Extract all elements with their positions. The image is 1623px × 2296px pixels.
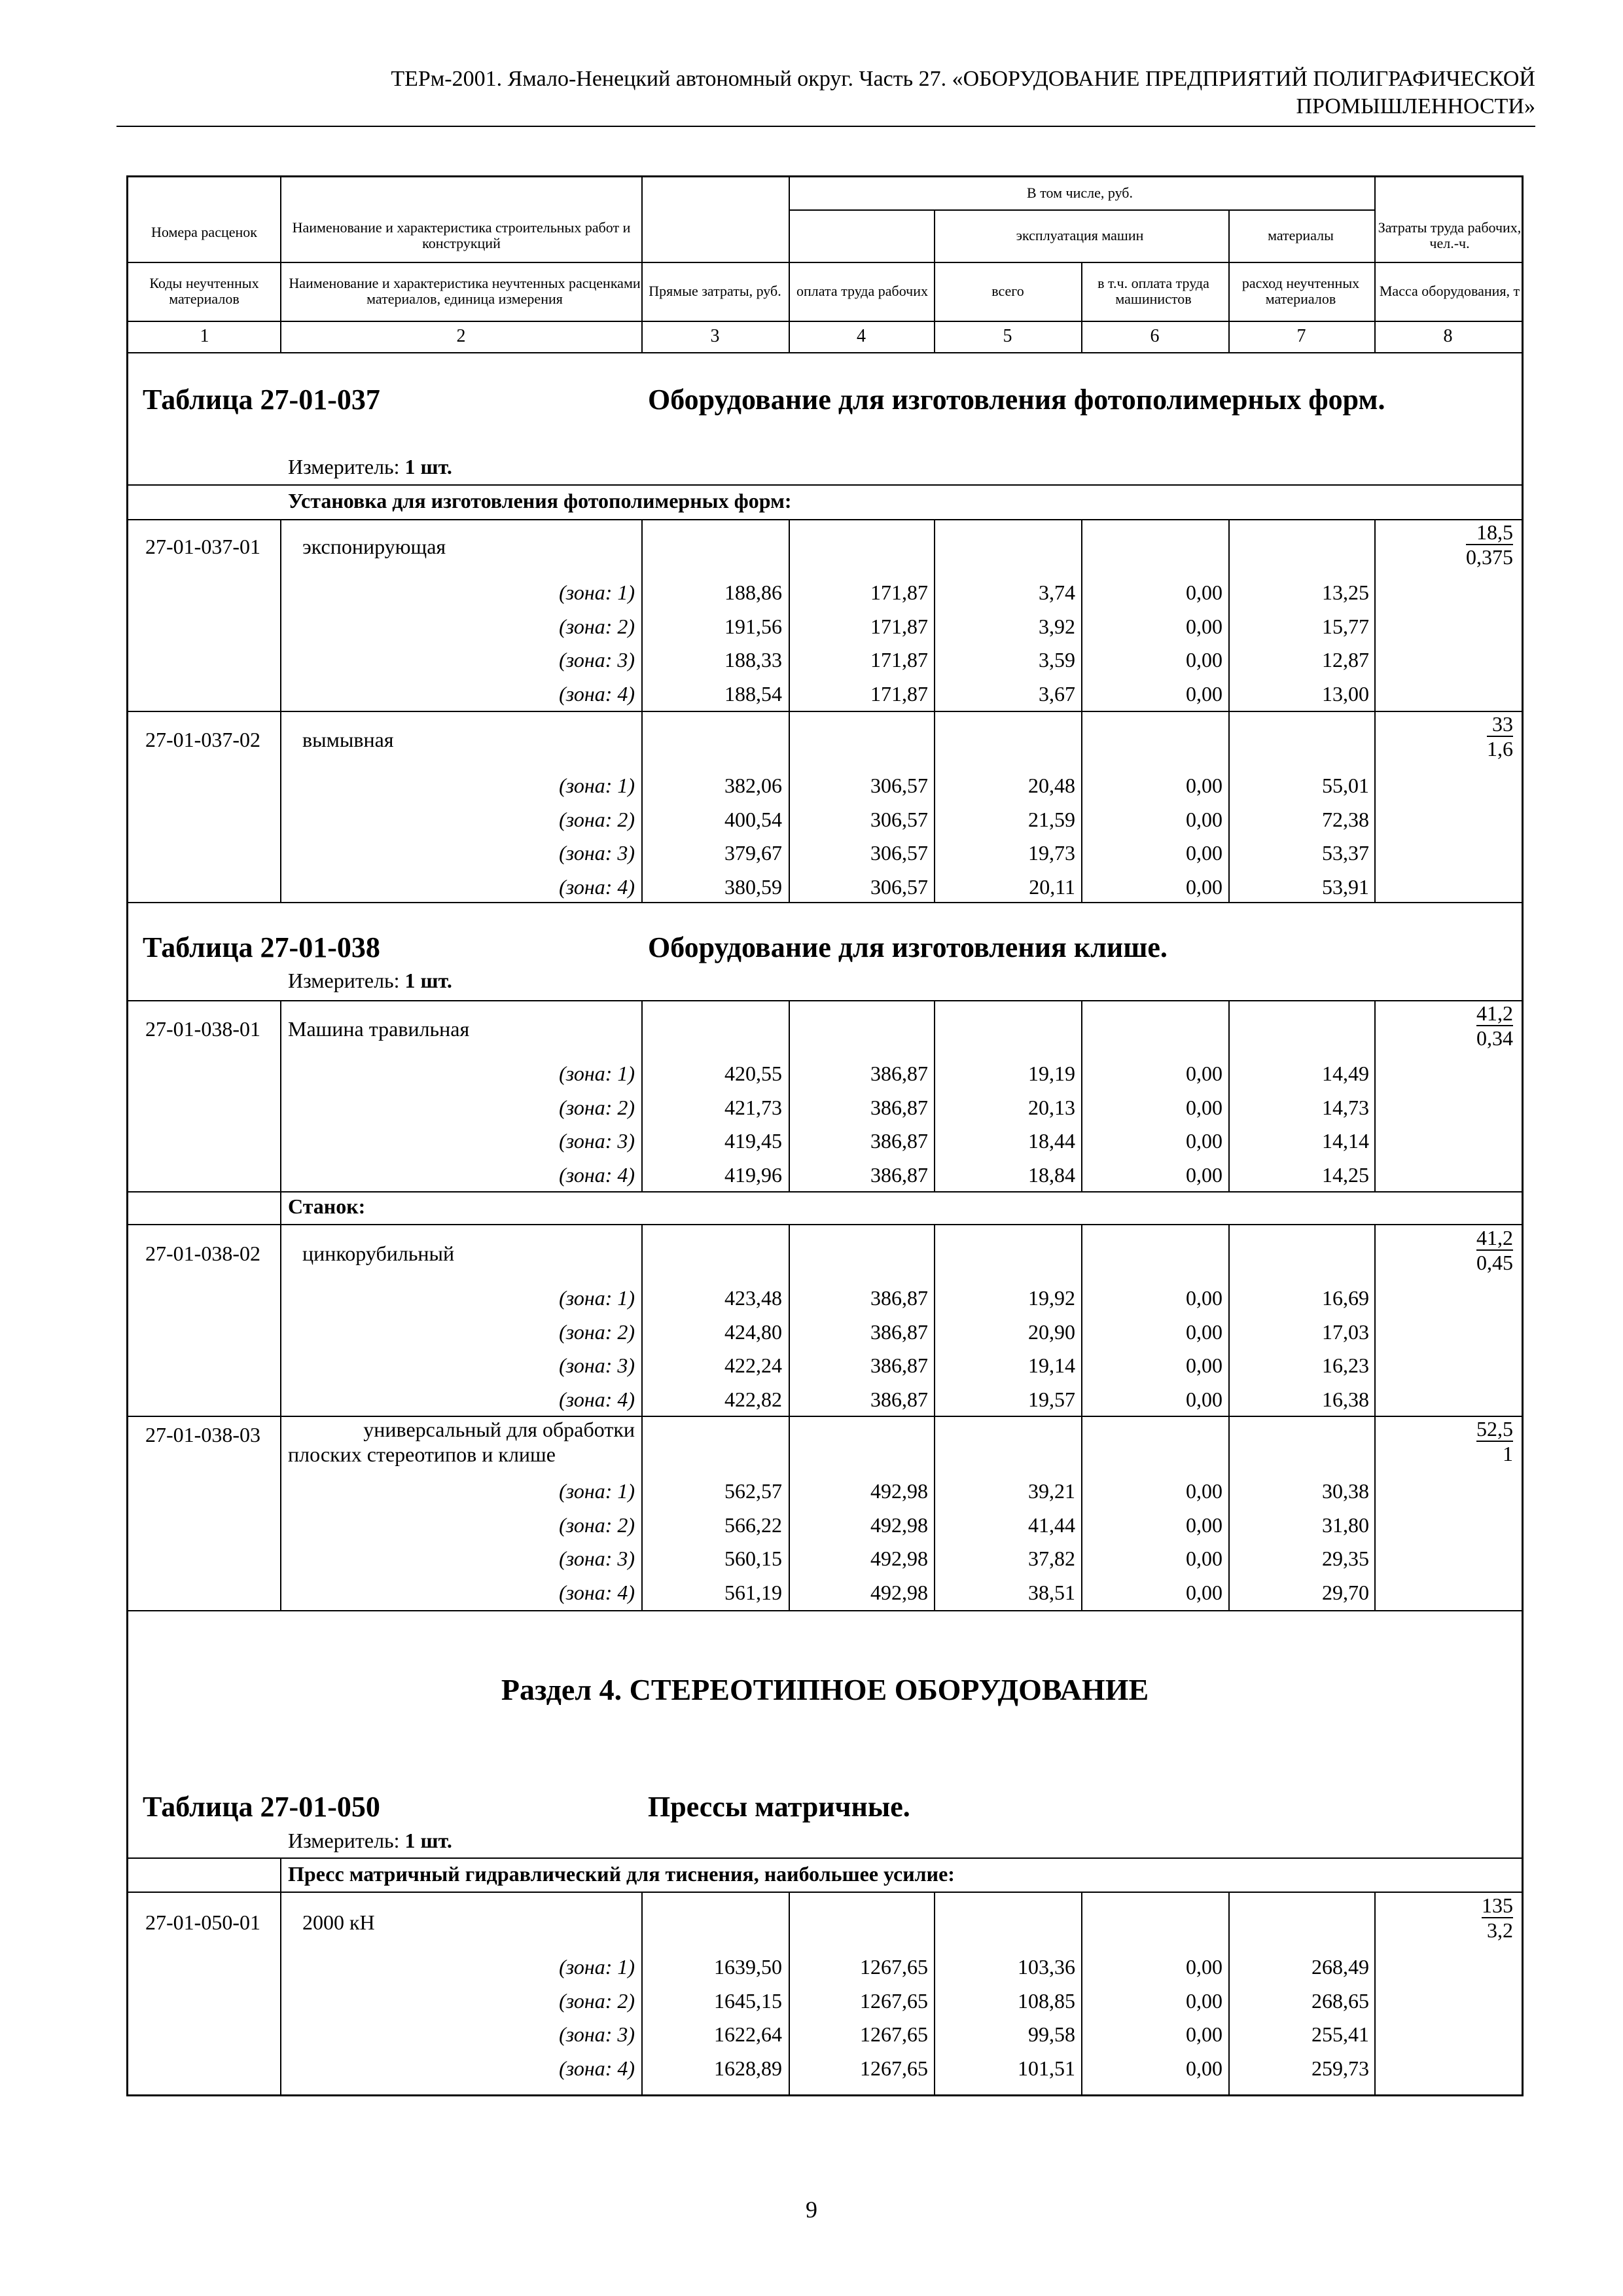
machine-total: 19,92 bbox=[1028, 1286, 1075, 1310]
column-number: 3 bbox=[710, 326, 720, 346]
zone-label: (зона: 3) bbox=[559, 1354, 635, 1377]
zone-label: (зона: 2) bbox=[559, 1988, 635, 2013]
machine-total: 41,44 bbox=[1028, 1513, 1075, 1537]
zone-label: (зона: 1) bbox=[559, 1955, 635, 1979]
grid-line bbox=[1081, 1000, 1082, 1191]
worker-wage: 492,98 bbox=[870, 1580, 928, 1604]
header-unaccounted-name: Наименование и характеристика неучтенных расценками материалов, единица измерения bbox=[289, 275, 641, 307]
measure-value: 1 шт. bbox=[404, 1829, 452, 1852]
header-rate-numbers: Номера расценок bbox=[151, 224, 257, 240]
grid-line bbox=[126, 519, 1524, 520]
mass-value: 1,6 bbox=[1487, 737, 1513, 761]
labor-mass-fraction bbox=[1440, 1417, 1513, 1465]
item-name: 2000 кН bbox=[302, 1910, 375, 1934]
group-heading: Установка для изготовления фотополимерных форм: bbox=[288, 489, 792, 512]
machinist-wage: 0,00 bbox=[1186, 1479, 1222, 1503]
header-direct-costs: Прямые затраты, руб. bbox=[649, 283, 781, 299]
zone-label: (зона: 1) bbox=[559, 1062, 635, 1085]
direct-cost: 1628,89 bbox=[714, 2056, 782, 2080]
materials-cost: 14,25 bbox=[1322, 1162, 1369, 1187]
grid-line bbox=[126, 1191, 1524, 1193]
zone-label: (зона: 2) bbox=[559, 1513, 635, 1537]
materials-cost: 16,38 bbox=[1322, 1387, 1369, 1411]
grid-line bbox=[1374, 1224, 1376, 1610]
header-machinist-wage: в т.ч. оплата труда машинистов bbox=[1097, 275, 1209, 307]
zone-label: (зона: 4) bbox=[559, 2056, 635, 2080]
worker-wage: 492,98 bbox=[870, 1513, 928, 1537]
mass-value: 0,375 bbox=[1466, 545, 1513, 569]
machine-total: 39,21 bbox=[1028, 1479, 1075, 1503]
materials-cost: 15,77 bbox=[1322, 614, 1369, 638]
machinist-wage: 0,00 bbox=[1186, 807, 1222, 831]
worker-wage: 171,87 bbox=[870, 581, 928, 604]
grid-line bbox=[280, 1224, 281, 1610]
rate-code: 27-01-038-02 bbox=[145, 1242, 260, 1265]
column-number: 8 bbox=[1443, 326, 1453, 346]
materials-cost: 12,87 bbox=[1322, 648, 1369, 672]
machinist-wage: 0,00 bbox=[1186, 1988, 1222, 2013]
zone-label: (зона: 4) bbox=[559, 1387, 635, 1411]
worker-wage: 386,87 bbox=[870, 1387, 928, 1411]
header-rule bbox=[116, 126, 1535, 127]
machinist-wage: 0,00 bbox=[1186, 648, 1222, 672]
direct-cost: 561,19 bbox=[724, 1580, 782, 1604]
machine-total: 19,19 bbox=[1028, 1062, 1075, 1085]
worker-wage: 1267,65 bbox=[860, 2022, 928, 2046]
direct-cost: 420,55 bbox=[724, 1062, 782, 1085]
grid-line bbox=[126, 1224, 1524, 1225]
direct-cost: 566,22 bbox=[724, 1513, 782, 1537]
worker-wage: 386,87 bbox=[870, 1095, 928, 1119]
page-header bbox=[118, 65, 1535, 120]
machinist-wage: 0,00 bbox=[1186, 681, 1222, 706]
labor-mass-fraction bbox=[1440, 712, 1513, 761]
zone-label: (зона: 1) bbox=[559, 774, 635, 797]
machine-total: 20,13 bbox=[1028, 1095, 1075, 1119]
rate-code: 27-01-037-01 bbox=[145, 535, 260, 558]
labor-mass-fraction bbox=[1440, 520, 1513, 569]
machine-total: 3,67 bbox=[1039, 681, 1075, 706]
machinist-wage: 0,00 bbox=[1186, 1547, 1222, 1570]
machinist-wage: 0,00 bbox=[1186, 2022, 1222, 2046]
mass-value: 0,34 bbox=[1476, 1026, 1513, 1050]
machinist-wage: 0,00 bbox=[1186, 1319, 1222, 1344]
worker-wage: 306,57 bbox=[870, 874, 928, 899]
machinist-wage: 0,00 bbox=[1186, 581, 1222, 604]
machine-total: 18,44 bbox=[1028, 1129, 1075, 1153]
materials-cost: 55,01 bbox=[1322, 774, 1369, 797]
direct-cost: 560,15 bbox=[724, 1547, 782, 1570]
worker-wage: 1267,65 bbox=[860, 2056, 928, 2080]
column-number: 5 bbox=[1003, 326, 1012, 346]
grid-line bbox=[126, 484, 1524, 486]
grid-line bbox=[1374, 519, 1376, 902]
direct-cost: 380,59 bbox=[724, 874, 782, 899]
zone-label: (зона: 3) bbox=[559, 1547, 635, 1570]
grid-line bbox=[1374, 1892, 1376, 2094]
grid-line bbox=[1228, 1892, 1230, 2094]
grid-line bbox=[126, 1892, 1524, 1893]
grid-line bbox=[1081, 1224, 1082, 1610]
table-id: Таблица 27-01-050 bbox=[143, 1791, 380, 1823]
group-heading: Пресс матричный гидравлический для тиснения, наибольшее усилие: bbox=[288, 1862, 955, 1886]
machine-total: 19,14 bbox=[1028, 1354, 1075, 1377]
machinist-wage: 0,00 bbox=[1186, 1513, 1222, 1537]
measure-label: Измеритель: bbox=[288, 969, 400, 992]
direct-cost: 1639,50 bbox=[714, 1955, 782, 1979]
item-name: цинкорубильный bbox=[302, 1242, 455, 1265]
header-machine-operation: эксплуатация машин bbox=[1016, 227, 1144, 243]
zone-label: (зона: 1) bbox=[559, 1286, 635, 1310]
grid-line bbox=[126, 1857, 1524, 1859]
materials-cost: 72,38 bbox=[1322, 807, 1369, 831]
labor-value: 41,2 bbox=[1476, 1226, 1513, 1249]
materials-cost: 53,37 bbox=[1322, 841, 1369, 865]
zone-label: (зона: 3) bbox=[559, 1129, 635, 1153]
header-line-1: ТЕРм-2001. Ямало-Ненецкий автономный округ. Часть 27. «ОБОРУДОВАНИЕ ПРЕДПРИЯТИЙ ПОЛИГРАФИЧЕСКОЙ bbox=[391, 67, 1535, 91]
direct-cost: 419,96 bbox=[724, 1162, 782, 1187]
table-id: Таблица 27-01-038 bbox=[143, 931, 380, 963]
measure-unit bbox=[288, 1827, 452, 1854]
worker-wage: 386,87 bbox=[870, 1129, 928, 1153]
zone-label: (зона: 2) bbox=[559, 1095, 635, 1119]
item-name: вымывная bbox=[302, 728, 394, 751]
direct-cost: 1622,64 bbox=[714, 2022, 782, 2046]
machine-total: 38,51 bbox=[1028, 1580, 1075, 1604]
materials-cost: 29,35 bbox=[1322, 1547, 1369, 1570]
labor-value: 41,2 bbox=[1476, 1001, 1513, 1025]
machine-total: 108,85 bbox=[1018, 1988, 1075, 2013]
machine-total: 37,82 bbox=[1028, 1547, 1075, 1570]
header-materials: материалы bbox=[1268, 227, 1334, 243]
grid-line bbox=[1081, 1892, 1082, 2094]
zone-label: (зона: 2) bbox=[559, 614, 635, 638]
table-title: Прессы матричные. bbox=[648, 1791, 910, 1823]
materials-cost: 14,49 bbox=[1322, 1062, 1369, 1085]
direct-cost: 419,45 bbox=[724, 1129, 782, 1153]
header-including: В том числе, руб. bbox=[1027, 185, 1133, 201]
machine-total: 20,90 bbox=[1028, 1319, 1075, 1344]
grid-line bbox=[789, 1000, 790, 1191]
materials-cost: 53,91 bbox=[1322, 874, 1369, 899]
direct-cost: 424,80 bbox=[724, 1319, 782, 1344]
measure-value: 1 шт. bbox=[404, 455, 452, 478]
machine-total: 99,58 bbox=[1028, 2022, 1075, 2046]
header-line-2: ПРОМЫШЛЕННОСТИ» bbox=[1296, 94, 1535, 118]
grid-line bbox=[934, 1000, 935, 1191]
grid-line bbox=[280, 1191, 281, 1224]
measure-label: Измеритель: bbox=[288, 1829, 400, 1852]
grid-line bbox=[934, 1892, 935, 2094]
grid-line bbox=[641, 1224, 643, 1610]
direct-cost: 422,82 bbox=[724, 1387, 782, 1411]
machinist-wage: 0,00 bbox=[1186, 1095, 1222, 1119]
labor-mass-fraction bbox=[1440, 1893, 1513, 1942]
machinist-wage: 0,00 bbox=[1186, 1354, 1222, 1377]
column-number: 1 bbox=[200, 326, 209, 346]
machinist-wage: 0,00 bbox=[1186, 614, 1222, 638]
machinist-wage: 0,00 bbox=[1186, 1062, 1222, 1085]
worker-wage: 1267,65 bbox=[860, 1955, 928, 1979]
machine-total: 20,11 bbox=[1029, 874, 1075, 899]
worker-wage: 171,87 bbox=[870, 681, 928, 706]
zone-label: (зона: 2) bbox=[559, 1319, 635, 1344]
table-title: Оборудование для изготовления клише. bbox=[648, 931, 1168, 963]
machine-total: 3,74 bbox=[1039, 581, 1075, 604]
grid-line bbox=[641, 519, 643, 902]
worker-wage: 171,87 bbox=[870, 614, 928, 638]
direct-cost: 379,67 bbox=[724, 841, 782, 865]
mass-value: 3,2 bbox=[1487, 1918, 1513, 1942]
machinist-wage: 0,00 bbox=[1186, 774, 1222, 797]
grid-line bbox=[280, 519, 281, 902]
materials-cost: 14,73 bbox=[1322, 1095, 1369, 1119]
materials-cost: 31,80 bbox=[1322, 1513, 1369, 1537]
machinist-wage: 0,00 bbox=[1186, 841, 1222, 865]
machine-total: 101,51 bbox=[1018, 2056, 1075, 2080]
direct-cost: 400,54 bbox=[724, 807, 782, 831]
rate-code: 27-01-038-01 bbox=[145, 1017, 260, 1041]
column-number: 4 bbox=[857, 326, 866, 346]
section-title: Раздел 4. СТЕРЕОТИПНОЕ ОБОРУДОВАНИЕ bbox=[501, 1673, 1149, 1706]
grid-line bbox=[934, 519, 935, 902]
measure-label: Измеритель: bbox=[288, 455, 400, 478]
grid-line bbox=[126, 1000, 1524, 1001]
labor-value: 33 bbox=[1492, 712, 1513, 736]
header-worker-wage: оплата труда рабочих bbox=[796, 283, 928, 299]
machinist-wage: 0,00 bbox=[1186, 1162, 1222, 1187]
labor-value: 52,5 bbox=[1476, 1417, 1513, 1441]
table-id: Таблица 27-01-037 bbox=[143, 384, 380, 416]
machinist-wage: 0,00 bbox=[1186, 1387, 1222, 1411]
worker-wage: 386,87 bbox=[870, 1062, 928, 1085]
machinist-wage: 0,00 bbox=[1186, 1955, 1222, 1979]
grid-line bbox=[280, 1892, 281, 2094]
group-heading: Станок: bbox=[288, 1194, 366, 1218]
machinist-wage: 0,00 bbox=[1186, 874, 1222, 899]
machinist-wage: 0,00 bbox=[1186, 2056, 1222, 2080]
column-number: 6 bbox=[1150, 326, 1160, 346]
direct-cost: 188,33 bbox=[724, 648, 782, 672]
header-machines-total: всего bbox=[991, 283, 1024, 299]
materials-cost: 259,73 bbox=[1311, 2056, 1369, 2080]
machine-total: 103,36 bbox=[1018, 1955, 1075, 1979]
direct-cost: 423,48 bbox=[724, 1286, 782, 1310]
machine-total: 3,59 bbox=[1039, 648, 1075, 672]
grid-line bbox=[126, 1610, 1524, 1611]
grid-line bbox=[641, 1000, 643, 1191]
grid-line bbox=[1228, 1224, 1230, 1610]
materials-cost: 17,03 bbox=[1322, 1319, 1369, 1344]
zone-label: (зона: 3) bbox=[559, 841, 635, 865]
zone-label: (зона: 4) bbox=[559, 874, 635, 899]
mass-value: 0,45 bbox=[1476, 1251, 1513, 1274]
grid-line bbox=[1228, 519, 1230, 902]
worker-wage: 386,87 bbox=[870, 1319, 928, 1344]
measure-value: 1 шт. bbox=[404, 969, 452, 992]
worker-wage: 492,98 bbox=[870, 1547, 928, 1570]
materials-cost: 16,69 bbox=[1322, 1286, 1369, 1310]
item-name-line-1: универсальный для обработки bbox=[363, 1418, 635, 1441]
machine-total: 19,73 bbox=[1028, 841, 1075, 865]
direct-cost: 188,54 bbox=[724, 681, 782, 706]
mass-value: 1 bbox=[1503, 1442, 1513, 1465]
header-material-consumption: расход неучтенных материалов bbox=[1241, 275, 1360, 307]
direct-cost: 562,57 bbox=[724, 1479, 782, 1503]
worker-wage: 1267,65 bbox=[860, 1988, 928, 2013]
machinist-wage: 0,00 bbox=[1186, 1580, 1222, 1604]
materials-cost: 255,41 bbox=[1311, 2022, 1369, 2046]
worker-wage: 386,87 bbox=[870, 1286, 928, 1310]
labor-value: 18,5 bbox=[1476, 520, 1513, 544]
materials-cost: 13,00 bbox=[1322, 681, 1369, 706]
worker-wage: 492,98 bbox=[870, 1479, 928, 1503]
direct-cost: 188,86 bbox=[724, 581, 782, 604]
direct-cost: 421,73 bbox=[724, 1095, 782, 1119]
materials-cost: 268,65 bbox=[1311, 1988, 1369, 2013]
header-codes: Коды неучтенных материалов bbox=[149, 275, 259, 307]
grid-line bbox=[789, 519, 790, 902]
grid-line bbox=[789, 1224, 790, 1610]
zone-label: (зона: 3) bbox=[559, 648, 635, 672]
direct-cost: 382,06 bbox=[724, 774, 782, 797]
machine-total: 3,92 bbox=[1039, 614, 1075, 638]
grid-line bbox=[789, 1892, 790, 2094]
worker-wage: 306,57 bbox=[870, 774, 928, 797]
machine-total: 20,48 bbox=[1028, 774, 1075, 797]
rate-code: 27-01-037-02 bbox=[145, 728, 260, 751]
zone-label: (зона: 4) bbox=[559, 1162, 635, 1187]
column-number: 2 bbox=[456, 326, 466, 346]
zone-label: (зона: 1) bbox=[559, 581, 635, 604]
grid-line bbox=[126, 352, 1524, 353]
item-name: экспонирующая bbox=[302, 535, 446, 558]
zone-label: (зона: 1) bbox=[559, 1479, 635, 1503]
machine-total: 21,59 bbox=[1028, 807, 1075, 831]
zone-label: (зона: 2) bbox=[559, 807, 635, 831]
zone-label: (зона: 4) bbox=[559, 1580, 635, 1604]
item-name-line-2: плоских стереотипов и клише bbox=[288, 1443, 556, 1466]
header-work-name: Наименование и характеристика строительных работ и конструкций bbox=[292, 219, 631, 251]
column-number: 7 bbox=[1296, 326, 1306, 346]
worker-wage: 386,87 bbox=[870, 1162, 928, 1187]
materials-cost: 29,70 bbox=[1322, 1580, 1369, 1604]
materials-cost: 13,25 bbox=[1322, 581, 1369, 604]
grid-line bbox=[641, 1892, 643, 2094]
grid-line bbox=[1228, 1000, 1230, 1191]
worker-wage: 306,57 bbox=[870, 807, 928, 831]
labor-mass-fraction bbox=[1440, 1001, 1513, 1050]
rate-code: 27-01-050-01 bbox=[145, 1910, 260, 1934]
materials-cost: 30,38 bbox=[1322, 1479, 1369, 1503]
grid-line bbox=[934, 1224, 935, 1610]
grid-line bbox=[126, 711, 1524, 712]
grid-line bbox=[1081, 519, 1082, 902]
direct-cost: 1645,15 bbox=[714, 1988, 782, 2013]
machine-total: 19,57 bbox=[1028, 1387, 1075, 1411]
labor-mass-fraction bbox=[1440, 1226, 1513, 1274]
materials-cost: 268,49 bbox=[1311, 1955, 1369, 1979]
header-equipment-mass: Масса оборудования, т bbox=[1379, 283, 1520, 299]
header-labor: Затраты труда рабочих, чел.-ч. bbox=[1378, 219, 1522, 251]
measure-unit bbox=[288, 967, 452, 994]
labor-value: 135 bbox=[1482, 1893, 1513, 1917]
direct-cost: 191,56 bbox=[724, 614, 782, 638]
table-title: Оборудование для изготовления фотополимерных форм. bbox=[648, 384, 1385, 416]
zone-label: (зона: 4) bbox=[559, 681, 635, 706]
worker-wage: 306,57 bbox=[870, 841, 928, 865]
materials-cost: 16,23 bbox=[1322, 1354, 1369, 1377]
machinist-wage: 0,00 bbox=[1186, 1286, 1222, 1310]
item-name: Машина травильная bbox=[288, 1017, 470, 1041]
machine-total: 18,84 bbox=[1028, 1162, 1075, 1187]
rate-code: 27-01-038-03 bbox=[145, 1423, 260, 1446]
machinist-wage: 0,00 bbox=[1186, 1129, 1222, 1153]
worker-wage: 386,87 bbox=[870, 1354, 928, 1377]
worker-wage: 171,87 bbox=[870, 648, 928, 672]
materials-cost: 14,14 bbox=[1322, 1129, 1369, 1153]
grid-line bbox=[280, 1000, 281, 1191]
grid-line bbox=[280, 1857, 281, 1892]
page-number: 9 bbox=[806, 2197, 817, 2223]
grid-line bbox=[1374, 1000, 1376, 1191]
zone-label: (зона: 3) bbox=[559, 2022, 635, 2046]
measure-unit bbox=[288, 454, 452, 480]
direct-cost: 422,24 bbox=[724, 1354, 782, 1377]
